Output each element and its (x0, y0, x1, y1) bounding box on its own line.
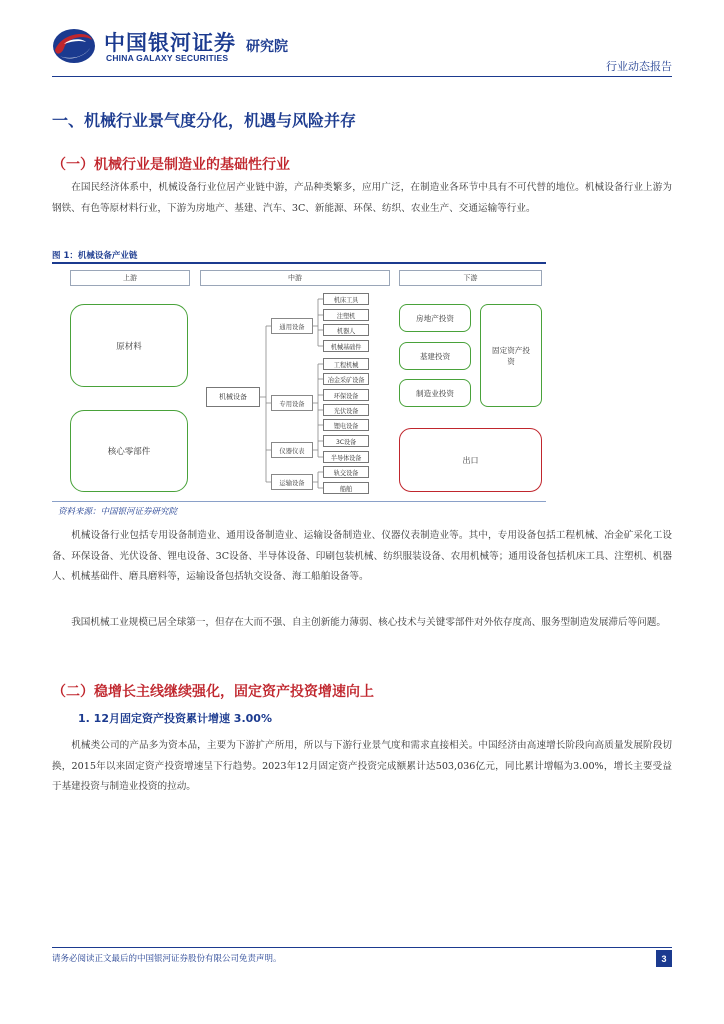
downstream-infrastructure: 基建投资 (399, 342, 471, 370)
report-type-label: 行业动态报告 (606, 60, 672, 73)
figure-title: 图 1：机械设备产业链 (52, 251, 138, 261)
downstream-fixed-asset: 固定资产投资 (480, 304, 542, 407)
page-header (0, 0, 724, 80)
root-machinery-equipment: 机械设备 (206, 387, 260, 407)
brand-name-cn: 中国银河证券 (104, 31, 236, 55)
downstream-export: 出口 (399, 428, 542, 492)
leaf-rail-transit: 轨交设备 (323, 466, 369, 478)
galaxy-logo-icon (50, 26, 96, 66)
investment-paragraph: 机械类公司的产品多为资本品，主要为下游扩产所用，所以与下游行业景气度和需求直接相关。中国经济由高速增长阶段向高质量发展阶段切换，2015年以来固定资产投资增速呈下行趋势。2023年12月固定资产投资完成额累计达503,036亿元，同比累计增幅为3.00%，增长主要受益于基建投资与制造业投资的拉动。 (52, 740, 672, 793)
column-midstream: 中游 (200, 270, 390, 286)
leaf-construction-machinery: 工程机械 (323, 358, 369, 370)
subsection-title-1: （一）机械行业是制造业的基础性行业 (52, 157, 290, 173)
upstream-core-components: 核心零部件 (70, 410, 188, 492)
figure-bottom-rule (52, 501, 546, 502)
institute-label: 研究院 (246, 39, 288, 55)
category-transport-equipment: 运输设备 (271, 474, 313, 490)
leaf-metallurgy-mining: 冶金采矿设备 (323, 373, 369, 385)
page-number: 3 (656, 950, 672, 967)
leaf-shipbuilding: 船舶 (323, 482, 369, 494)
column-downstream: 下游 (399, 270, 542, 286)
figure-source: 资料来源：中国银河证券研究院 (58, 507, 178, 517)
footer-divider (52, 947, 672, 948)
leaf-environmental: 环保设备 (323, 389, 369, 401)
brand-name-en: CHINA GALAXY SECURITIES (106, 53, 229, 63)
upstream-raw-materials: 原材料 (70, 304, 188, 387)
category-general-equipment: 通用设备 (271, 318, 313, 334)
industry-chain-diagram (60, 268, 550, 498)
header-divider (52, 76, 672, 77)
figure-title-rule (52, 262, 546, 264)
column-upstream: 上游 (70, 270, 190, 286)
intro-paragraph: 在国民经济体系中，机械设备行业位居产业链中游，产品种类繁多，应用广泛，在制造业各环节中具有不可代替的地位。机械设备行业上游为钢铁、有色等原材料行业，下游为房地产、基建、汽车、3C、新能源、环保、纺织、农业生产、交通运输等行业。 (52, 182, 672, 214)
section-title: 一、机械行业景气度分化，机遇与风险并存 (52, 111, 357, 130)
leaf-3c: 3C设备 (323, 435, 369, 447)
leaf-lithium-battery: 锂电设备 (323, 419, 369, 431)
industry-problems-paragraph: 我国机械工业规模已居全球第一，但存在大而不强、自主创新能力薄弱、核心技术与关键零部件对外依存度高、服务型制造发展滞后等问题。 (71, 617, 666, 628)
equipment-categories-paragraph: 机械设备行业包括专用设备制造业、通用设备制造业、运输设备制造业、仪器仪表制造业等。其中，专用设备包括工程机械、冶金矿采化工设备、环保设备、光伏设备、锂电设备、3C设备、半导体设备、印刷包装机械、纺织服装设备、农用机械等；通用设备包括机床工具、注塑机、机器人、机械基础件、磨具磨料等，运输设备包括轨交设备、海工船舶设备等。 (52, 530, 672, 583)
category-special-equipment: 专用设备 (271, 395, 313, 411)
leaf-basic-parts: 机械基础件 (323, 340, 369, 352)
footer-disclaimer: 请务必阅读正文最后的中国银河证券股份有限公司免责声明。 (52, 954, 282, 964)
sub-heading: 1. 12月固定资产投资累计增速 3.00% (78, 712, 272, 725)
leaf-robots: 机器人 (323, 324, 369, 336)
downstream-manufacturing: 制造业投资 (399, 379, 471, 407)
downstream-real-estate: 房地产投资 (399, 304, 471, 332)
subsection-title-2: （二）稳增长主线继续强化，固定资产投资增速向上 (52, 684, 374, 700)
leaf-semiconductor: 半导体设备 (323, 451, 369, 463)
leaf-photovoltaic: 光伏设备 (323, 404, 369, 416)
category-instruments: 仪器仪表 (271, 442, 313, 458)
leaf-injection-molding: 注塑机 (323, 309, 369, 321)
leaf-machine-tools: 机床工具 (323, 293, 369, 305)
